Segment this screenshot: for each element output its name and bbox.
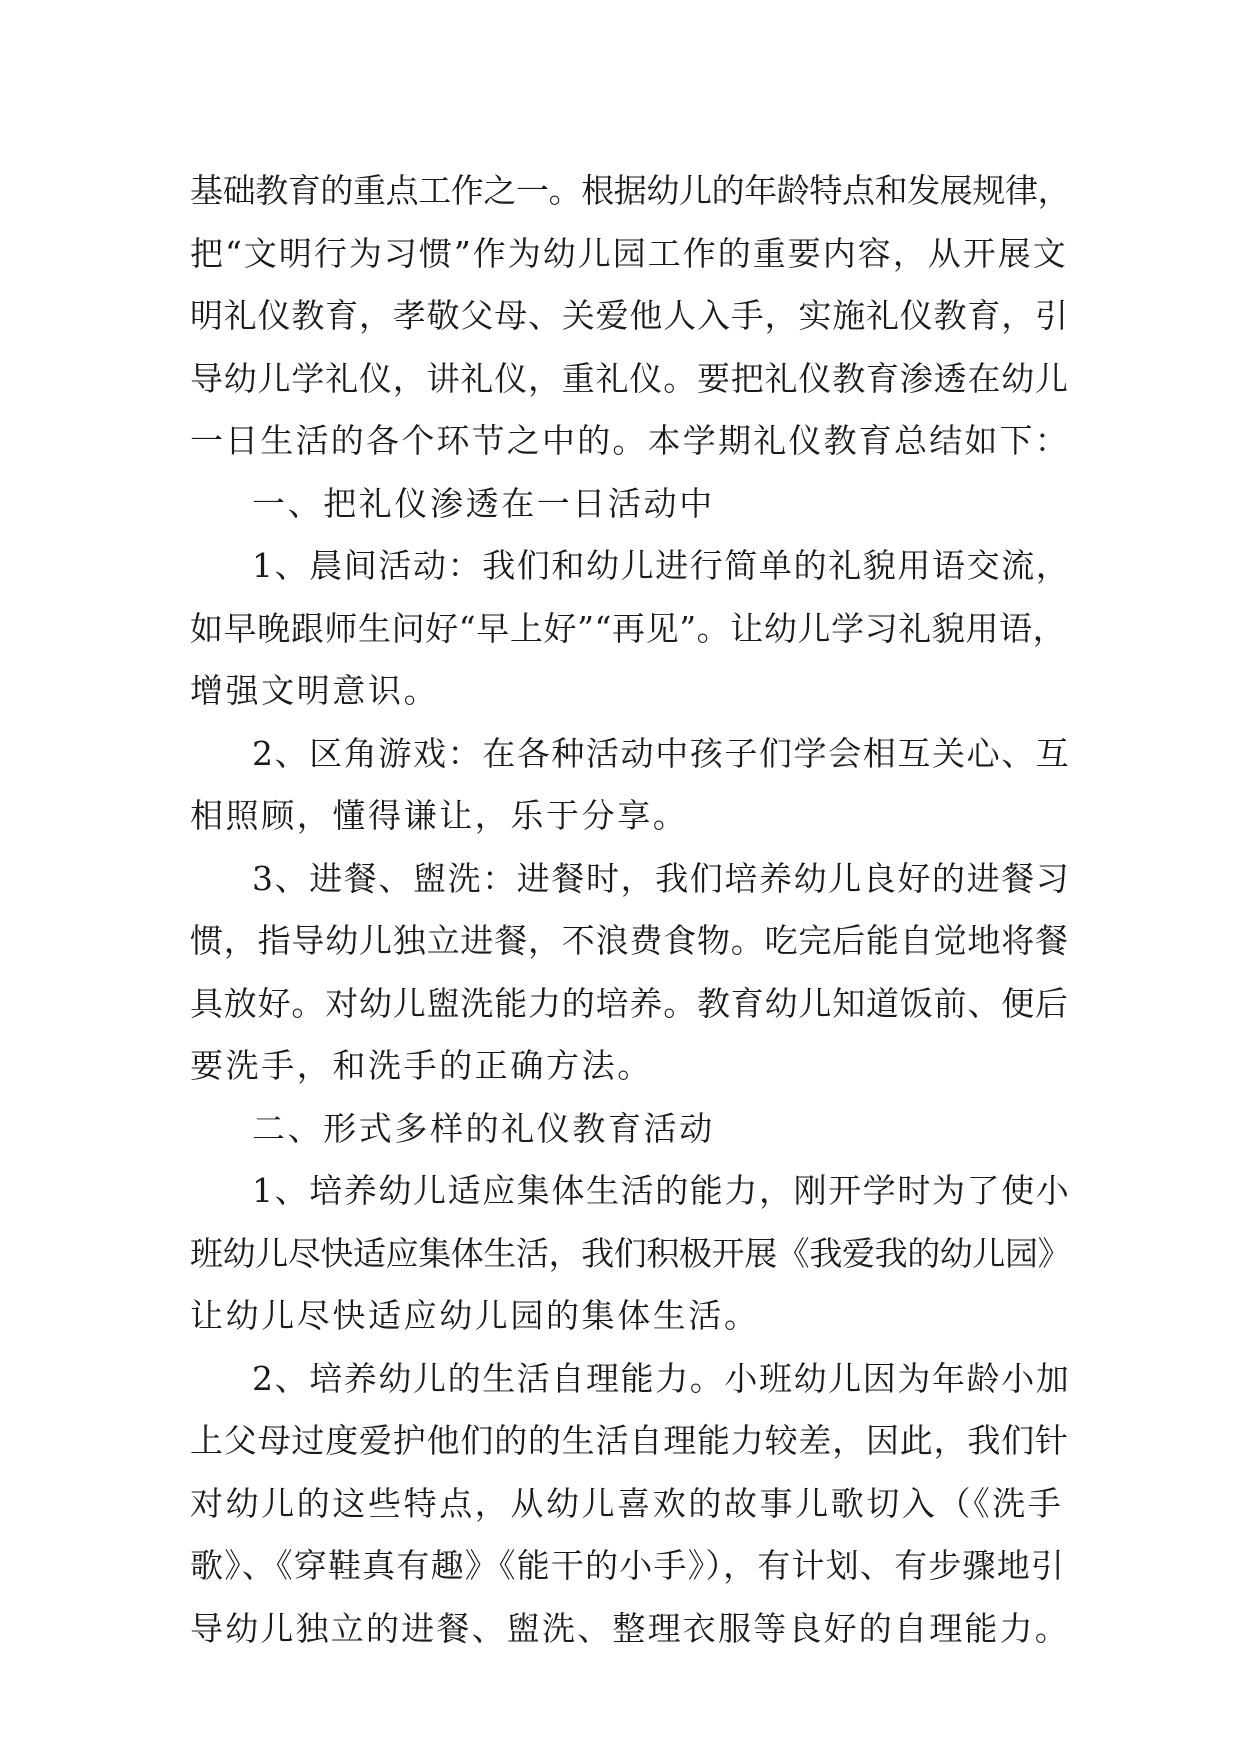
text-line: 2、区角游戏：在各种活动中孩子们学会相互关心、互 <box>252 733 1071 773</box>
text-line: 2、培养幼儿的生活自理能力。小班幼儿因为年龄小加 <box>252 1358 1071 1398</box>
text-line: 让幼儿尽快适应幼儿园的集体生活。 <box>190 1296 760 1335</box>
text-line: 一日生活的各个环节之中的。本学期礼仪教育总结如下： <box>190 421 1070 460</box>
section-heading: 二、形式多样的礼仪教育活动 <box>252 1108 715 1148</box>
text-line: 3、进餐、盥洗：进餐时，我们培养幼儿良好的进餐习 <box>252 858 1071 898</box>
text-line: 具放好。对幼儿盥洗能力的培养。教育幼儿知道饭前、便后 <box>190 983 1069 1023</box>
text-line: 歌》、《穿鞋真有趣》《能干的小手》），有计划、有步骤地引 <box>190 1546 1066 1585</box>
text-line: 上父母过度爱护他们的的生活自理能力较差，因此，我们针 <box>190 1421 1069 1460</box>
text-line: 相照顾，懂得谦让，乐于分享。 <box>190 796 689 835</box>
text-line: 导幼儿学礼仪，讲礼仪，重礼仪。要把礼仪教育渗透在幼儿 <box>190 358 1069 398</box>
text-line: 1、培养幼儿适应集体生活的能力，刚开学时为了使小 <box>252 1171 1071 1210</box>
text-line: 如早晚跟师生问好“早上好”“再见”。让幼儿学习礼貌用语， <box>190 608 1067 648</box>
text-line: 明礼仪教育，孝敬父母、关爱他人入手，实施礼仪教育，引 <box>190 296 1069 335</box>
section-heading: 一、把礼仪渗透在一日活动中 <box>252 483 715 523</box>
text-line: 1、晨间活动：我们和幼儿进行简单的礼貌用语交流， <box>252 546 1071 585</box>
text-line: 导幼儿独立的进餐、盥洗、整理衣服等良好的自理能力。 <box>190 1608 1070 1648</box>
text-line: 增强文明意识。 <box>190 671 440 710</box>
text-line: 惯，指导幼儿独立进餐，不浪费食物。吃完后能自觉地将餐 <box>190 921 1069 960</box>
text-line: 基础教育的重点工作之一。根据幼儿的年龄特点和发展规律， <box>190 171 1071 210</box>
text-line: 对幼儿的这些特点，从幼儿喜欢的故事儿歌切入（《洗手 <box>190 1483 1064 1523</box>
text-line: 把“文明行为习惯”作为幼儿园工作的重要内容，从开展文 <box>190 233 1068 273</box>
document-body <box>190 160 1070 1660</box>
text-line: 要洗手，和洗手的正确方法。 <box>190 1046 653 1085</box>
text-line: 班幼儿尽快适应集体生活，我们积极开展《我爱我的幼儿园》 <box>190 1233 1071 1273</box>
